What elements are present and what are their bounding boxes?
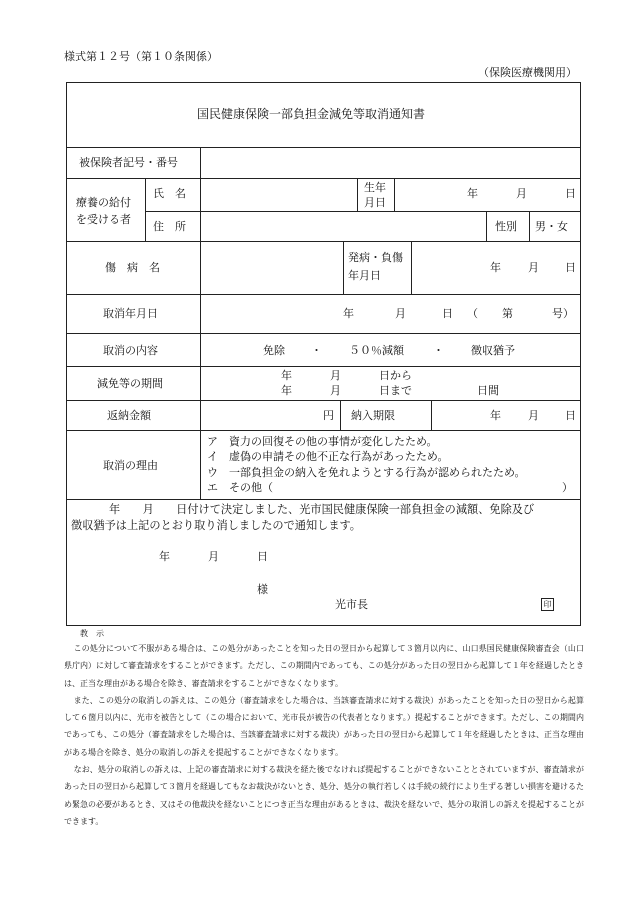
content-exempt: 免除 bbox=[263, 344, 285, 357]
recipient-type: （保険医療機関用） bbox=[478, 66, 577, 79]
cancel-day: 日 bbox=[442, 307, 453, 320]
message-date-month: 月 bbox=[208, 550, 219, 563]
period-from: 日から bbox=[379, 369, 412, 382]
refund-yen: 円 bbox=[323, 409, 334, 422]
form-number: 様式第１２号（第１０条関係） bbox=[64, 50, 218, 63]
deadline-day: 日 bbox=[565, 409, 576, 422]
notice-paragraph-1: この処分について不服がある場合は、この処分があったことを知った日の翌日から起算して３箇月以内に、山口県国民健康保険審査会（山口県庁内）に対して審査請求をすることができます。ただし、この期間内であっても、この処分があった日の翌日から起算して１年を経過したときは、正当な理由がある場合を除き、審査請求をすることができなくなります。 bbox=[64, 644, 584, 688]
birth-day: 日 bbox=[565, 187, 576, 200]
onset-label: 発病・負傷 bbox=[348, 251, 403, 264]
form-title: 国民健康保険一部負担金減免等取消通知書 bbox=[197, 107, 426, 121]
message-date-day: 日 bbox=[257, 550, 268, 563]
cancel-paren-open: （ bbox=[467, 307, 478, 320]
reason-e-close: ） bbox=[562, 481, 573, 494]
notice-body bbox=[64, 640, 584, 830]
notice-paragraph-2: また、この処分の取消しの訴えは、この処分（審査請求をした場合は、当該審査請求に対する裁決）があったことを知った日の翌日から起算して６箇月以内に、光市を被告として（この場合において、光市長が被告の代表者となります。）提起することができます。ただし、この期間内であっても、この処分（審査請求をした場合は、当該審査請求に対する裁決）があった日の翌日から起算して１年を経過したときは、正当な理由がある場合を除き、処分の取消しの訴えを提起することができなくなります。 bbox=[64, 695, 584, 757]
period-to-year: 年 bbox=[281, 384, 292, 397]
content-dot-1: ・ bbox=[311, 344, 322, 357]
message-date-year: 年 bbox=[159, 550, 170, 563]
deadline-year: 年 bbox=[490, 409, 501, 422]
birth-label: 生年 bbox=[364, 181, 386, 194]
birth-label-2: 月日 bbox=[364, 196, 386, 209]
recipient-label: 療養の給付 bbox=[76, 196, 131, 209]
cancel-dai: 第 bbox=[502, 307, 513, 320]
content-defer: 徴収猶予 bbox=[471, 344, 515, 357]
mayor-title: 光市長 bbox=[335, 598, 368, 611]
insured-number-label: 被保険者記号・番号 bbox=[79, 156, 178, 169]
cancel-go: 号） bbox=[552, 307, 574, 320]
sex-value: 男・女 bbox=[535, 220, 568, 233]
onset-year: 年 bbox=[490, 261, 501, 274]
message-line-1: 年 月 日付けて決定しました、光市国民健康保険一部負担金の減額、免除及び bbox=[109, 503, 535, 516]
disease-label: 傷 病 名 bbox=[105, 261, 160, 274]
period-to-month: 月 bbox=[330, 384, 341, 397]
recipient-label-2: を受ける者 bbox=[76, 213, 131, 226]
cancel-month: 月 bbox=[395, 307, 406, 320]
reason-e: エ その他（ bbox=[207, 481, 273, 494]
reason-i: イ 虚偽の申請その他不正な行為があったため。 bbox=[207, 450, 449, 463]
seal-icon: 印 bbox=[541, 598, 554, 611]
period-from-month: 月 bbox=[330, 369, 341, 382]
cancel-date-label: 取消年月日 bbox=[103, 307, 158, 320]
birth-month: 月 bbox=[516, 187, 527, 200]
period-until: 日まで bbox=[379, 384, 412, 397]
birth-year: 年 bbox=[467, 187, 478, 200]
message-line-2: 徴収猶予は上記のとおり取り消しましたので通知します。 bbox=[71, 519, 361, 532]
reason-a: ア 資力の回復その他の事情が変化したため。 bbox=[207, 435, 438, 448]
addressee-sama: 様 bbox=[257, 583, 268, 596]
period-from-year: 年 bbox=[281, 369, 292, 382]
mayor-seal bbox=[541, 597, 554, 611]
deadline-label: 納入期限 bbox=[351, 409, 395, 422]
cancel-content-label: 取消の内容 bbox=[103, 344, 158, 357]
onset-month: 月 bbox=[528, 261, 539, 274]
reason-u: ウ 一部負担金の納入を免れようとする行為が認められたため。 bbox=[207, 466, 526, 479]
onset-day: 日 bbox=[565, 261, 576, 274]
onset-label-2: 年月日 bbox=[348, 269, 381, 282]
address-label: 住 所 bbox=[153, 220, 186, 233]
notice-heading: 教 示 bbox=[80, 629, 104, 638]
notice-paragraph-3: なお、処分の取消しの訴えは、上記の審査請求に対する裁決を経た後でなければ提起することができないこととされていますが、審査請求があった日の翌日から起算して３箇月を経過してもなお裁決がないとき、処分、処分の執行若しくは手続の続行により生ずる著しい損害を避けるため緊急の必要があるとき、又はその他裁決を経ないことにつき正当な理由があるときは、裁決を経ないで、処分の取消しの訴えを提起することができます。 bbox=[64, 765, 584, 826]
content-reduce: ５０％減額 bbox=[349, 344, 404, 357]
content-dot-2: ・ bbox=[433, 344, 444, 357]
notice-form bbox=[66, 82, 581, 626]
name-label: 氏 名 bbox=[153, 187, 186, 200]
refund-label: 返納金額 bbox=[107, 409, 151, 422]
period-label: 減免等の期間 bbox=[97, 377, 163, 390]
sex-label: 性別 bbox=[495, 220, 517, 233]
deadline-month: 月 bbox=[528, 409, 539, 422]
reason-label: 取消の理由 bbox=[103, 459, 158, 472]
period-days: 日間 bbox=[477, 384, 499, 397]
cancel-year: 年 bbox=[343, 307, 354, 320]
